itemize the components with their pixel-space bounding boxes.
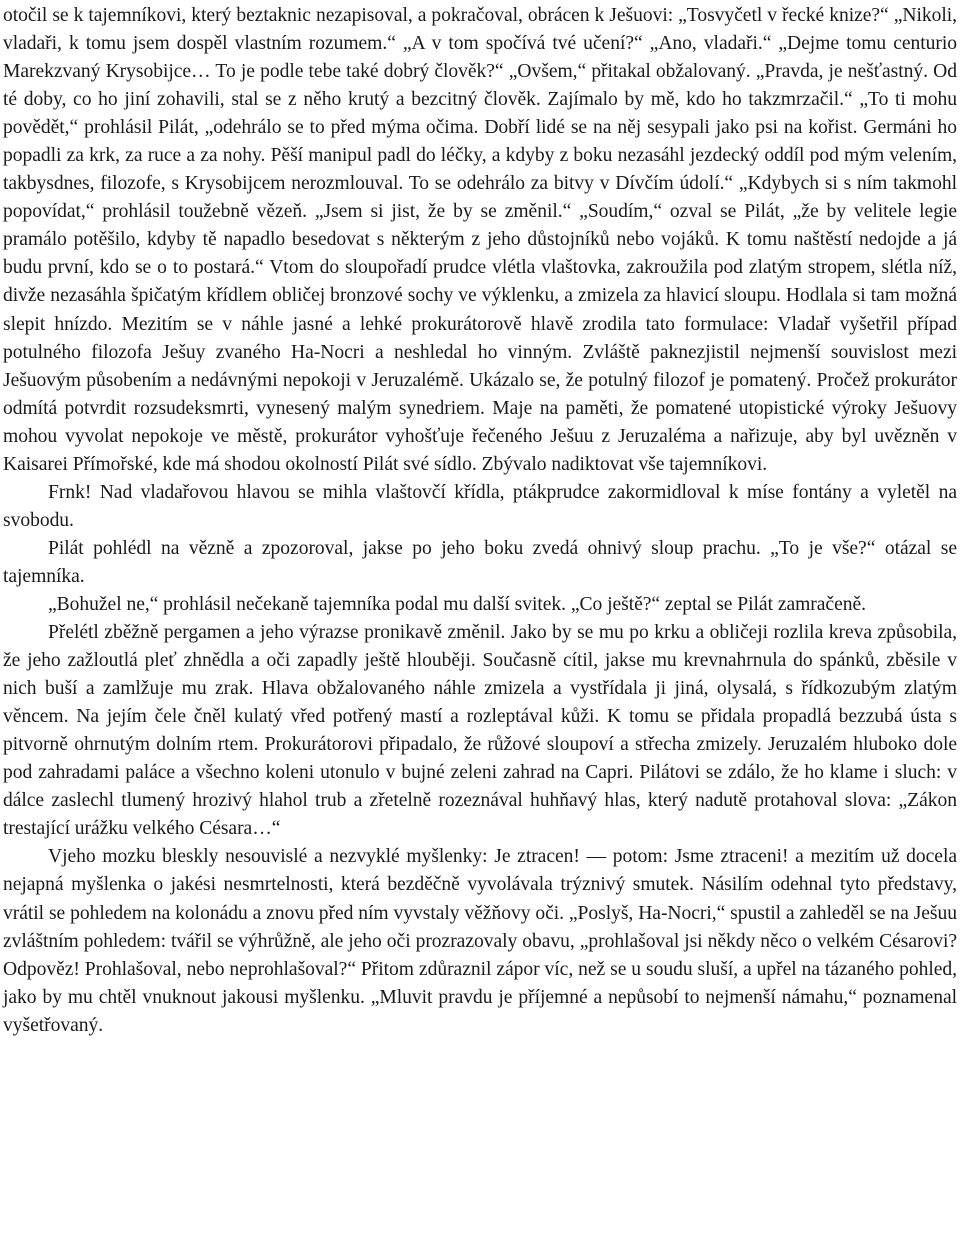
document-page [3,2,957,1040]
paragraph-3: Pilát pohlédl na vězně a zpozoroval, jakse po jeho boku zvedá ohnivý sloup prachu. „To je vše?“ otázal se tajemníka. [3,537,957,587]
paragraph-2: Frnk! Nad vladařovou hlavou se mihla vlaštovčí křídla, ptákprudce zakormidloval k míse fontány a vyletěl na svobodu. [3,481,957,531]
paragraph-1: otočil se k tajemníkovi, který beztaknic nezapisoval, a pokračoval, obrácen k Ješuovi: „Tosvyčetl v řecké knize?“ „Nikoli, vladaři, k tomu jsem dospěl vlastním rozumem.“ „A v tom spočívá tvé učení?“ „Ano, vladaři.“ „Dejme tomu centurio Marekzvaný Krysobijce… To je podle tebe také dobrý člověk?“ „Ovšem,“ přitakal obžalovaný. „Pravda, je nešťastný. Od té doby, co ho jiní zohavili, stal se z něho krutý a bezcitný člověk. Zajímalo by mě, kdo ho takzmrzačil.“ „To ti mohu povědět,“ prohlásil Pilát, „odehrálo se to před mýma očima. Dobří lidé se na něj sesypali jako psi na kořist. Germáni ho popadli za krk, za ruce a za nohy. Pěší manipul padl do léčky, a kdyby z boku nezasáhl jezdecký oddíl pod mým velením, takbysdnes, filozofe, s Krysobijcem nerozmlouval. To se odehrálo za bitvy v Dívčím údolí.“ „Kdybych si s ním takmohl popovídat,“ prohlásil toužebně vězeň. „Jsem si jist, že by se změnil.“ „Soudím,“ ozval se Pilát, „že by velitele legie pramálo potěšilo, kdyby tě napadlo besedovat s některým z jeho důstojníků nebo vojáků. K tomu naštěstí nedojde a já budu první, kdo se o to postará.“ Vtom do sloupořadí prudce vlétla vlaštovka, zakroužila pod zlatým stropem, slétla níž, divže nezasáhla špičatým křídlem obličej bronzové sochy ve výklenku, a zmizela za hlavicí sloupu. Hodlala si tam možná slepit hnízdo. Mezitím se v náhle jasné a lehké prokurátorově hlavě zrodila tato formulace: Vladař vyšetřil případ potulného filozofa Ješuy zvaného Ha-Nocri a neshledal ho vinným. Zvláště paknezjistil nejmenší souvislost mezi Ješuovým působením a nedávnými nepokoji v Jeruzalémě. Ukázalo se, že potulný filozof je pomatený. Pročež prokurátor odmítá potvrdit rozsudeksmrti, vynesený malým synedriem. Maje na paměti, že pomatené utopistické výroky Ješuovy mohou vyvolat nepokoje ve městě, prokurátor vyhošťuje řečeného Ješuu z Jeruzaléma a nařizuje, aby byl uvězněn v Kaisarei Přímořské, kde má shodou okolností Pilát své sídlo. Zbývalo nadiktovat vše tajemníkovi. [3,5,957,475]
paragraph-4: „Bohužel ne,“ prohlásil nečekaně tajemníka podal mu další svitek. „Co ještě?“ zeptal se Pilát zamračeně. [48,593,866,615]
paragraph-5: Přelétl zběžně pergamen a jeho výrazse pronikavě změnil. Jako by se mu po krku a obličeji rozlila kreva způsobila, že jeho zažloutlá pleť zhnědla a oči zapadly ještě hlouběji. Současně cítil, jakse mu krevnahrnula do spánků, zběsile v nich buší a zamlžuje mu zrak. Hlava obžalovaného náhle zmizela a vystřídala ji jiná, olysalá, s řídkozubým zlatým věncem. Na jejím čele čněl kulatý vřed potřený mastí a rozleptával kůži. K tomu se přidala propadlá bezzubá ústa s pitvorně ohrnutým dolním rtem. Prokurátorovi připadalo, že růžové sloupoví a střecha zmizely. Jeruzalém hluboko dole pod zahradami paláce a všechno koleni utonulo v bujné zeleni zahrad na Capri. Pilátovi se zdálo, že ho klame i sluch: v dálce zaslechl tlumený hrozivý hlahol trub a zřetelně rozeznával huhňavý hlas, který nadutě protahoval slova: „Zákon trestající urážku velkého Césara…“ [3,622,957,840]
paragraph-6: Vjeho mozku bleskly nesouvislé a nezvyklé myšlenky: Je ztracen! — potom: Jsme ztraceni! a mezitím už docela nejapná myšlenka o jakési nesmrtelnosti, která bezděčně vyvolávala trýznivý smutek. Násilím odehnal tyto představy, vrátil se pohledem na kolonádu a znovu před ním vyvstaly věžňovy oči. „Poslyš, Ha-Nocri,“ spustil a zahleděl se na Ješuu zvláštním pohledem: tvářil se výhrůžně, ale jeho oči prozrazovaly obavu, „prohlašoval jsi někdy něco o velkém Césarovi? Odpověz! Prohlašoval, nebo neprohlašoval?“ Přitom zdůraznil zápor víc, než se u soudu sluší, a upřel na tázaného pohled, jako by mu chtěl vnuknout jakousi myšlenku. „Mluvit pravdu je příjemné a nepůsobí to nejmenší námahu,“ poznamenal vyšetřovaný. [3,846,957,1036]
